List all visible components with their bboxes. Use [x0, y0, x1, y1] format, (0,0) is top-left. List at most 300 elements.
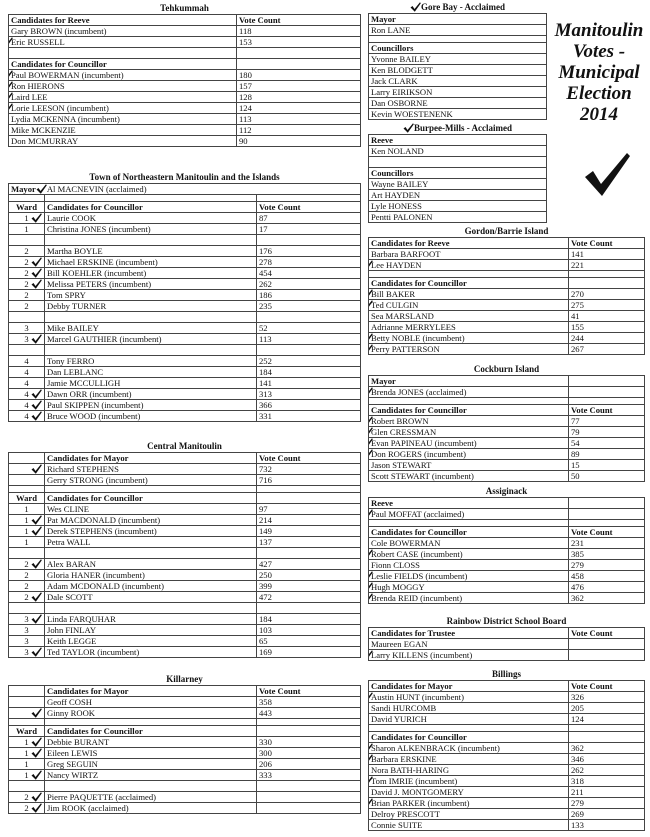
section-title: Assiginack	[485, 486, 528, 496]
column-header-text: Vote Count	[571, 238, 613, 248]
candidate-name-text: Yvonne BAILEY	[371, 54, 432, 64]
vote-count	[257, 411, 361, 422]
check-cell	[9, 708, 45, 719]
table-row	[9, 37, 361, 48]
table-row	[369, 765, 645, 776]
column-header	[369, 14, 547, 25]
candidate-name	[45, 356, 257, 367]
empty-cell	[569, 376, 645, 387]
candidate-name-text: Robert CASE (incumbent)	[371, 549, 463, 559]
candidate-name	[45, 268, 257, 279]
vote-count-text: 103	[259, 625, 272, 635]
table-row	[369, 260, 645, 271]
ward-cell	[9, 759, 45, 770]
table-row	[9, 356, 361, 367]
empty-cell	[9, 312, 45, 323]
table-row	[369, 560, 645, 571]
vote-count-text: 458	[571, 571, 584, 581]
ward-cell	[9, 301, 45, 312]
vote-count	[257, 464, 361, 475]
vote-count	[257, 759, 361, 770]
vote-count-text: 326	[571, 692, 584, 702]
empty-cell	[45, 235, 257, 246]
candidate-name	[45, 803, 257, 814]
candidate-name	[9, 92, 237, 103]
checkmark-icon	[410, 2, 421, 12]
spacer-row	[369, 725, 645, 732]
candidate-name-text: Laurie COOK	[47, 213, 96, 223]
table-row	[369, 212, 547, 223]
table-row	[9, 290, 361, 301]
spacer-row	[369, 520, 645, 527]
table-row	[9, 537, 361, 548]
candidate-name	[45, 224, 257, 235]
candidate-name	[369, 87, 547, 98]
tehkummah-table	[8, 14, 361, 147]
vote-count	[237, 136, 361, 147]
ward-cell	[9, 526, 45, 537]
table-row	[9, 114, 361, 125]
empty-cell	[45, 603, 257, 614]
table-row	[9, 581, 361, 592]
empty-cell	[257, 312, 361, 323]
vote-count	[257, 356, 361, 367]
candidate-name-text: Jamie MCCULLIGH	[47, 378, 121, 388]
column-header	[369, 278, 569, 289]
vote-count-text: 205	[571, 703, 584, 713]
column-header	[237, 15, 361, 26]
candidate-name	[369, 582, 569, 593]
title-line: 2014	[580, 104, 618, 125]
candidate-name-text: Cole BOWERMAN	[371, 538, 441, 548]
candidate-name-text: Art HAYDEN	[371, 190, 421, 200]
header-row	[369, 168, 547, 179]
column-header	[369, 681, 569, 692]
vote-count	[257, 697, 361, 708]
empty-cell	[257, 195, 361, 202]
candidate-name-text: Mike BAILEY	[47, 323, 99, 333]
vote-count-text: 244	[571, 333, 584, 343]
vote-count	[257, 614, 361, 625]
candidate-name	[45, 246, 257, 257]
vote-count-text: 472	[259, 592, 272, 602]
table-row	[9, 708, 361, 719]
table-row	[9, 570, 361, 581]
title-line: Municipal	[558, 62, 640, 83]
column-header-text: Candidates for Mayor	[47, 686, 129, 696]
candidate-name	[369, 249, 569, 260]
ward-cell-text: 2	[24, 581, 29, 591]
vote-count-text: 137	[259, 537, 272, 547]
candidate-name	[369, 538, 569, 549]
table-row	[9, 279, 361, 290]
empty-cell	[369, 157, 547, 168]
candidate-name	[45, 400, 257, 411]
section-title: Tehkummah	[160, 3, 209, 13]
table-row	[9, 526, 361, 537]
candidate-name	[369, 212, 547, 223]
table-row	[9, 515, 361, 526]
candidate-name-text: Geoff COSH	[47, 697, 92, 707]
billings-section	[368, 669, 645, 831]
vote-count	[569, 798, 645, 809]
candidate-name	[369, 179, 547, 190]
candidate-name	[369, 289, 569, 300]
ward-number: 1	[24, 526, 29, 536]
spacer-row	[369, 271, 645, 278]
table-row	[9, 389, 361, 400]
ward-number: 2	[24, 559, 29, 569]
winner-checkmark-icon	[369, 438, 374, 448]
ward-cell-text: 3	[24, 323, 29, 333]
candidate-name-text: Mike MCKENZIE	[11, 125, 76, 135]
vote-count-text: 331	[259, 411, 272, 421]
spacer-row	[369, 398, 645, 405]
ward-cell	[9, 792, 45, 803]
candidate-name-text: Ron LANE	[371, 25, 411, 35]
vote-count-text: 362	[571, 743, 584, 753]
table-row	[9, 103, 361, 114]
vote-count	[237, 125, 361, 136]
mayor-label: Mayor	[11, 184, 36, 194]
spacer-row	[9, 603, 361, 614]
column-header-text: Candidates for Councillor	[371, 405, 467, 415]
candidate-name-text: Hugh MOGGY	[371, 582, 425, 592]
empty-cell	[9, 603, 45, 614]
vote-count	[257, 334, 361, 345]
table-row	[369, 471, 645, 482]
vote-count	[569, 809, 645, 820]
spacer-row	[9, 548, 361, 559]
winner-checkmark-icon	[31, 592, 42, 602]
candidate-name	[9, 114, 237, 125]
candidate-name	[369, 809, 569, 820]
ward-cell	[9, 411, 45, 422]
candidate-name-text: Marcel GAUTHIER (incumbent)	[47, 334, 162, 344]
column-header-text: Candidates for Mayor	[47, 453, 129, 463]
vote-count-text: 141	[259, 378, 272, 388]
vote-count	[257, 475, 361, 486]
vote-count-text: 50	[571, 471, 580, 481]
tehkummah-section	[8, 3, 361, 147]
candidate-name-text: Dawn ORR (incumbent)	[47, 389, 132, 399]
empty-cell	[569, 725, 645, 732]
table-row	[369, 571, 645, 582]
vote-count-text: 250	[259, 570, 272, 580]
title-line: Election	[566, 83, 632, 104]
section-title-text: Gore Bay - Acclaimed	[420, 2, 506, 12]
vote-count	[569, 427, 645, 438]
ward-number: 2	[24, 803, 29, 813]
candidate-name	[369, 593, 569, 604]
winner-checkmark-icon	[369, 427, 374, 437]
vote-count	[237, 81, 361, 92]
ward-cell-text: 2	[24, 246, 29, 256]
vote-count	[569, 300, 645, 311]
candidate-name	[369, 344, 569, 355]
vote-count-text: 155	[571, 322, 584, 332]
candidate-name	[45, 411, 257, 422]
table-row	[9, 770, 361, 781]
vote-count-text: 270	[571, 289, 584, 299]
vote-count	[569, 333, 645, 344]
vote-count	[569, 692, 645, 703]
column-header-text: Councillors	[371, 43, 414, 53]
table-row	[9, 559, 361, 570]
vote-count	[257, 737, 361, 748]
winner-checkmark-icon	[369, 509, 374, 519]
table-row	[9, 464, 361, 475]
candidate-name	[369, 743, 569, 754]
vote-count-text: 279	[571, 560, 584, 570]
table-row	[369, 776, 645, 787]
header-row	[9, 493, 361, 504]
vote-count-text: 124	[239, 103, 252, 113]
candidate-name	[369, 703, 569, 714]
header-row	[369, 135, 547, 146]
candidate-name-text: Keith LEGGE	[47, 636, 97, 646]
table-row	[369, 714, 645, 725]
candidate-name-text: Kevin WOESTENENK	[371, 109, 453, 119]
empty-cell	[257, 726, 361, 737]
winner-checkmark-icon	[369, 754, 374, 764]
vote-count	[569, 714, 645, 725]
burpee-mills-table	[368, 134, 547, 223]
candidate-name	[369, 798, 569, 809]
table-row	[369, 289, 645, 300]
table-row	[9, 697, 361, 708]
vote-count	[569, 743, 645, 754]
header-row	[369, 278, 645, 289]
table-row	[369, 449, 645, 460]
column-header	[369, 43, 547, 54]
vote-count	[257, 389, 361, 400]
candidate-name-text: Sharon ALKENBRACK (incumbent)	[371, 743, 500, 753]
empty-cell	[257, 345, 361, 356]
vote-count-text: 133	[571, 820, 584, 830]
header-row	[369, 238, 645, 249]
ward-cell	[9, 279, 45, 290]
winner-checkmark-icon	[369, 798, 374, 808]
winner-checkmark-icon	[369, 692, 374, 702]
ward-cell	[9, 770, 45, 781]
candidate-name	[45, 504, 257, 515]
vote-count	[257, 636, 361, 647]
candidate-name-text: Greg SEGUIN	[47, 759, 98, 769]
candidate-name	[369, 260, 569, 271]
header-row	[9, 202, 361, 213]
winner-checkmark-icon	[31, 803, 42, 813]
table-row	[369, 639, 645, 650]
winner-checkmark-icon	[31, 400, 42, 410]
winner-checkmark-icon	[31, 647, 42, 657]
candidate-name	[369, 692, 569, 703]
candidate-name	[45, 570, 257, 581]
column-header-text: Vote Count	[571, 527, 613, 537]
ward-cell	[9, 504, 45, 515]
table-row	[369, 76, 547, 87]
table-row	[369, 201, 547, 212]
table-row	[9, 400, 361, 411]
candidate-name	[45, 559, 257, 570]
burpee-mills-section	[368, 123, 547, 223]
spacer-row	[9, 781, 361, 792]
vote-count-text: 184	[259, 614, 272, 624]
ward-cell	[9, 400, 45, 411]
header-row	[369, 498, 645, 509]
spacer-row	[9, 235, 361, 246]
vote-count	[237, 92, 361, 103]
candidate-name-text: Ted CULGIN	[371, 300, 419, 310]
candidate-name-text: Adrianne MERRYLEES	[371, 322, 456, 332]
ward-cell	[9, 748, 45, 759]
table-row	[369, 25, 547, 36]
ward-cell	[9, 378, 45, 389]
mayor-cell	[9, 184, 361, 195]
vote-count	[569, 549, 645, 560]
vote-count-text: 128	[239, 92, 252, 102]
vote-count-text: 443	[259, 708, 272, 718]
candidate-name-text: Wes CLINE	[47, 504, 90, 514]
large-checkmark-icon	[583, 150, 631, 198]
winner-checkmark-icon	[31, 515, 42, 525]
empty-cell	[257, 548, 361, 559]
vote-count-text: 267	[571, 344, 584, 354]
candidate-name	[369, 471, 569, 482]
winner-checkmark-icon	[31, 389, 42, 399]
candidate-name	[45, 759, 257, 770]
table-row	[9, 378, 361, 389]
candidate-name-text: Tom IMRIE (incumbent)	[371, 776, 458, 786]
table-row	[369, 109, 547, 120]
gore-bay-section	[368, 2, 547, 120]
table-row	[9, 268, 361, 279]
candidate-name-text: Fionn CLOSS	[371, 560, 420, 570]
vote-count	[257, 279, 361, 290]
column-header-text: Ward	[15, 202, 37, 212]
vote-count-text: 77	[571, 416, 580, 426]
candidate-name-text: Lee HAYDEN	[371, 260, 422, 270]
winner-checkmark-icon	[31, 279, 42, 289]
empty-cell	[569, 398, 645, 405]
header-row	[9, 726, 361, 737]
header-row	[369, 681, 645, 692]
empty-cell	[45, 345, 257, 356]
spacer-row	[9, 48, 361, 59]
winner-checkmark-icon	[31, 334, 42, 344]
column-header	[369, 135, 547, 146]
vote-count	[257, 592, 361, 603]
candidate-name	[9, 103, 237, 114]
vote-count	[569, 650, 645, 661]
candidate-name	[45, 515, 257, 526]
ward-cell-text: 2	[24, 290, 29, 300]
candidate-name-text: Maureen EGAN	[371, 639, 428, 649]
vote-count	[257, 378, 361, 389]
ward-number: 4	[24, 411, 29, 421]
candidate-name	[9, 125, 237, 136]
table-row	[369, 549, 645, 560]
empty-cell	[45, 548, 257, 559]
vote-count-text: 278	[259, 257, 272, 267]
table-row	[369, 190, 547, 201]
spacer-row	[369, 36, 547, 43]
winner-checkmark-icon	[31, 411, 42, 421]
candidate-name-text: Barbara ERSKINE	[371, 754, 437, 764]
ward-cell	[9, 257, 45, 268]
vote-count	[569, 582, 645, 593]
vote-count-text: 313	[259, 389, 272, 399]
empty-cell	[369, 398, 569, 405]
empty-cell	[569, 278, 645, 289]
winner-checkmark-icon	[369, 387, 374, 397]
candidate-name-text: Michael ERSKINE (incumbent)	[47, 257, 158, 267]
candidate-name-text: Leslie FIELDS (incumbent)	[371, 571, 468, 581]
header-row	[369, 527, 645, 538]
column-header-text: Vote Count	[571, 628, 613, 638]
vote-count	[569, 787, 645, 798]
ward-number: 1	[24, 213, 29, 223]
candidate-name-text: Connie SUITE	[371, 820, 423, 830]
vote-count	[257, 770, 361, 781]
candidate-name	[9, 136, 237, 147]
candidate-name-text: Paul MOFFAT (acclaimed)	[371, 509, 465, 519]
candidate-name-text: Gloria HANER (incumbent)	[47, 570, 145, 580]
section-title: Town of Northeastern Manitoulin and the Islands	[89, 172, 280, 182]
spacer-row	[9, 312, 361, 323]
column-header-text: Candidates for Councillor	[371, 527, 467, 537]
empty-cell	[9, 345, 45, 356]
vote-count	[257, 323, 361, 334]
table-row	[9, 213, 361, 224]
ward-cell	[9, 389, 45, 400]
vote-count-text: 17	[259, 224, 268, 234]
vote-count-text: 318	[571, 776, 584, 786]
column-header	[369, 628, 569, 639]
empty-cell	[9, 781, 45, 792]
ward-cell-text: 1	[24, 224, 29, 234]
candidate-name-text: Martha BOYLE	[47, 246, 103, 256]
section-title-text: Burpee-Mills - Acclaimed	[414, 123, 512, 133]
header-row	[369, 405, 645, 416]
table-row	[369, 344, 645, 355]
vote-count-text: 221	[571, 260, 584, 270]
table-row	[9, 792, 361, 803]
column-header	[369, 498, 569, 509]
candidate-name	[369, 109, 547, 120]
column-header-text: Vote Count	[259, 686, 301, 696]
vote-count-text: 124	[571, 714, 584, 724]
table-row	[9, 614, 361, 625]
vote-count-text: 346	[571, 754, 584, 764]
table-row	[369, 692, 645, 703]
table-row	[369, 54, 547, 65]
vote-count-text: 52	[259, 323, 268, 333]
candidate-name	[369, 98, 547, 109]
candidate-name-text: Eric RUSSELL	[11, 37, 65, 47]
vote-count-text: 211	[571, 787, 584, 797]
candidate-name-text: Lyle HONESS	[371, 201, 422, 211]
ward-number: 3	[24, 334, 29, 344]
candidate-name-text: Melissa PETERS (incumbent)	[47, 279, 152, 289]
table-row	[9, 504, 361, 515]
candidate-name-text: Richard STEPHENS	[47, 464, 119, 474]
table-row	[369, 300, 645, 311]
winner-checkmark-icon	[31, 737, 42, 747]
vote-count	[569, 416, 645, 427]
vote-count-text: 214	[259, 515, 272, 525]
candidate-name-text: Ron HIERONS	[11, 81, 65, 91]
